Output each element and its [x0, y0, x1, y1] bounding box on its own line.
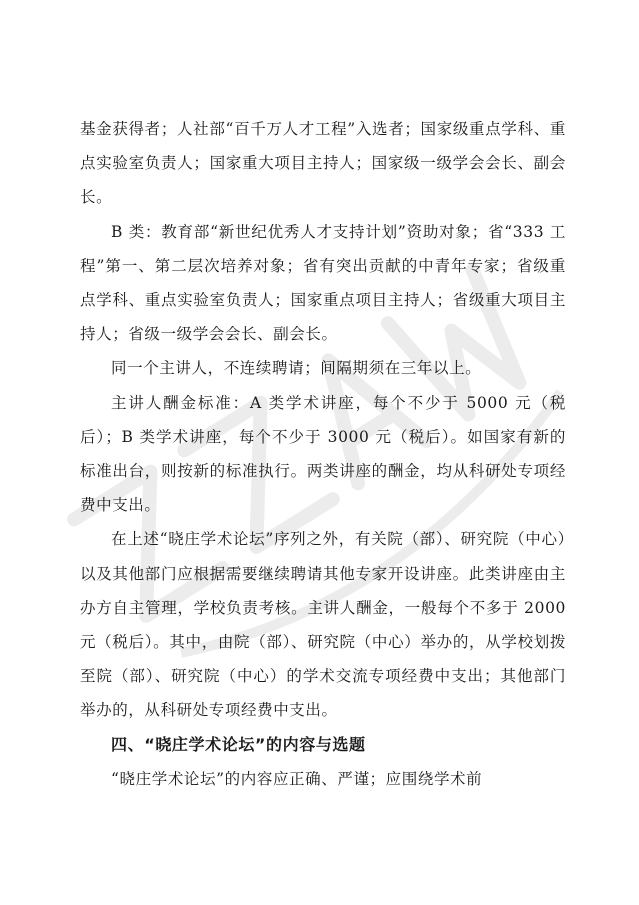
- paragraph-same-speaker: 同一个主讲人，不连续聘请；间隔期须在三年以上。: [111, 359, 482, 378]
- paragraph-content-topics: “晓庄学术论坛”的内容应正确、严谨；应围绕学术前: [111, 769, 483, 788]
- section-heading: 四、“晓庄学术论坛”的内容与选题: [111, 734, 366, 754]
- paragraph-a-class-continuation: 基金获得者；人社部“百千万人才工程”入选者；国家级重点学科、重点实验室负责人；国家重大项目主持人；国家级一级学会会长、副会长。: [80, 120, 566, 207]
- document-body: [80, 112, 566, 796]
- paragraph-other-lectures: 在上述“晓庄学术论坛”序列之外，有关院（部）、研究院（中心）以及其他部门应根据需要继续聘请其他专家开设讲座。此类讲座由主办方自主管理，学校负责考核。主讲人酬金，一般每个不多于 2000 元（税后）。其中，由院（部）、研究院（中心）举办的，从学校划拨至院（部）、研究院（中心）的学术交流专项经费中支出；其他部门举办的，从科研处专项经费中支出。: [80, 530, 566, 720]
- paragraph-fee-standard: 主讲人酬金标准：A 类学术讲座，每个不少于 5000 元（税后）；B 类学术讲座，每个不少于 3000 元（税后）。如国家有新的标准出台，则按新的标准执行。两类讲座的酬金，均从科研处专项经费中支出。: [80, 393, 566, 515]
- paragraph-b-class: B 类：教育部“新世纪优秀人才支持计划”资助对象；省“333 工程”第一、第二层次培养对象；省有突出贡献的中青年专家；省级重点学科、重点实验室负责人；国家重点项目主持人；省级重大项目主持人；省级一级学会会长、副会长。: [80, 222, 566, 344]
